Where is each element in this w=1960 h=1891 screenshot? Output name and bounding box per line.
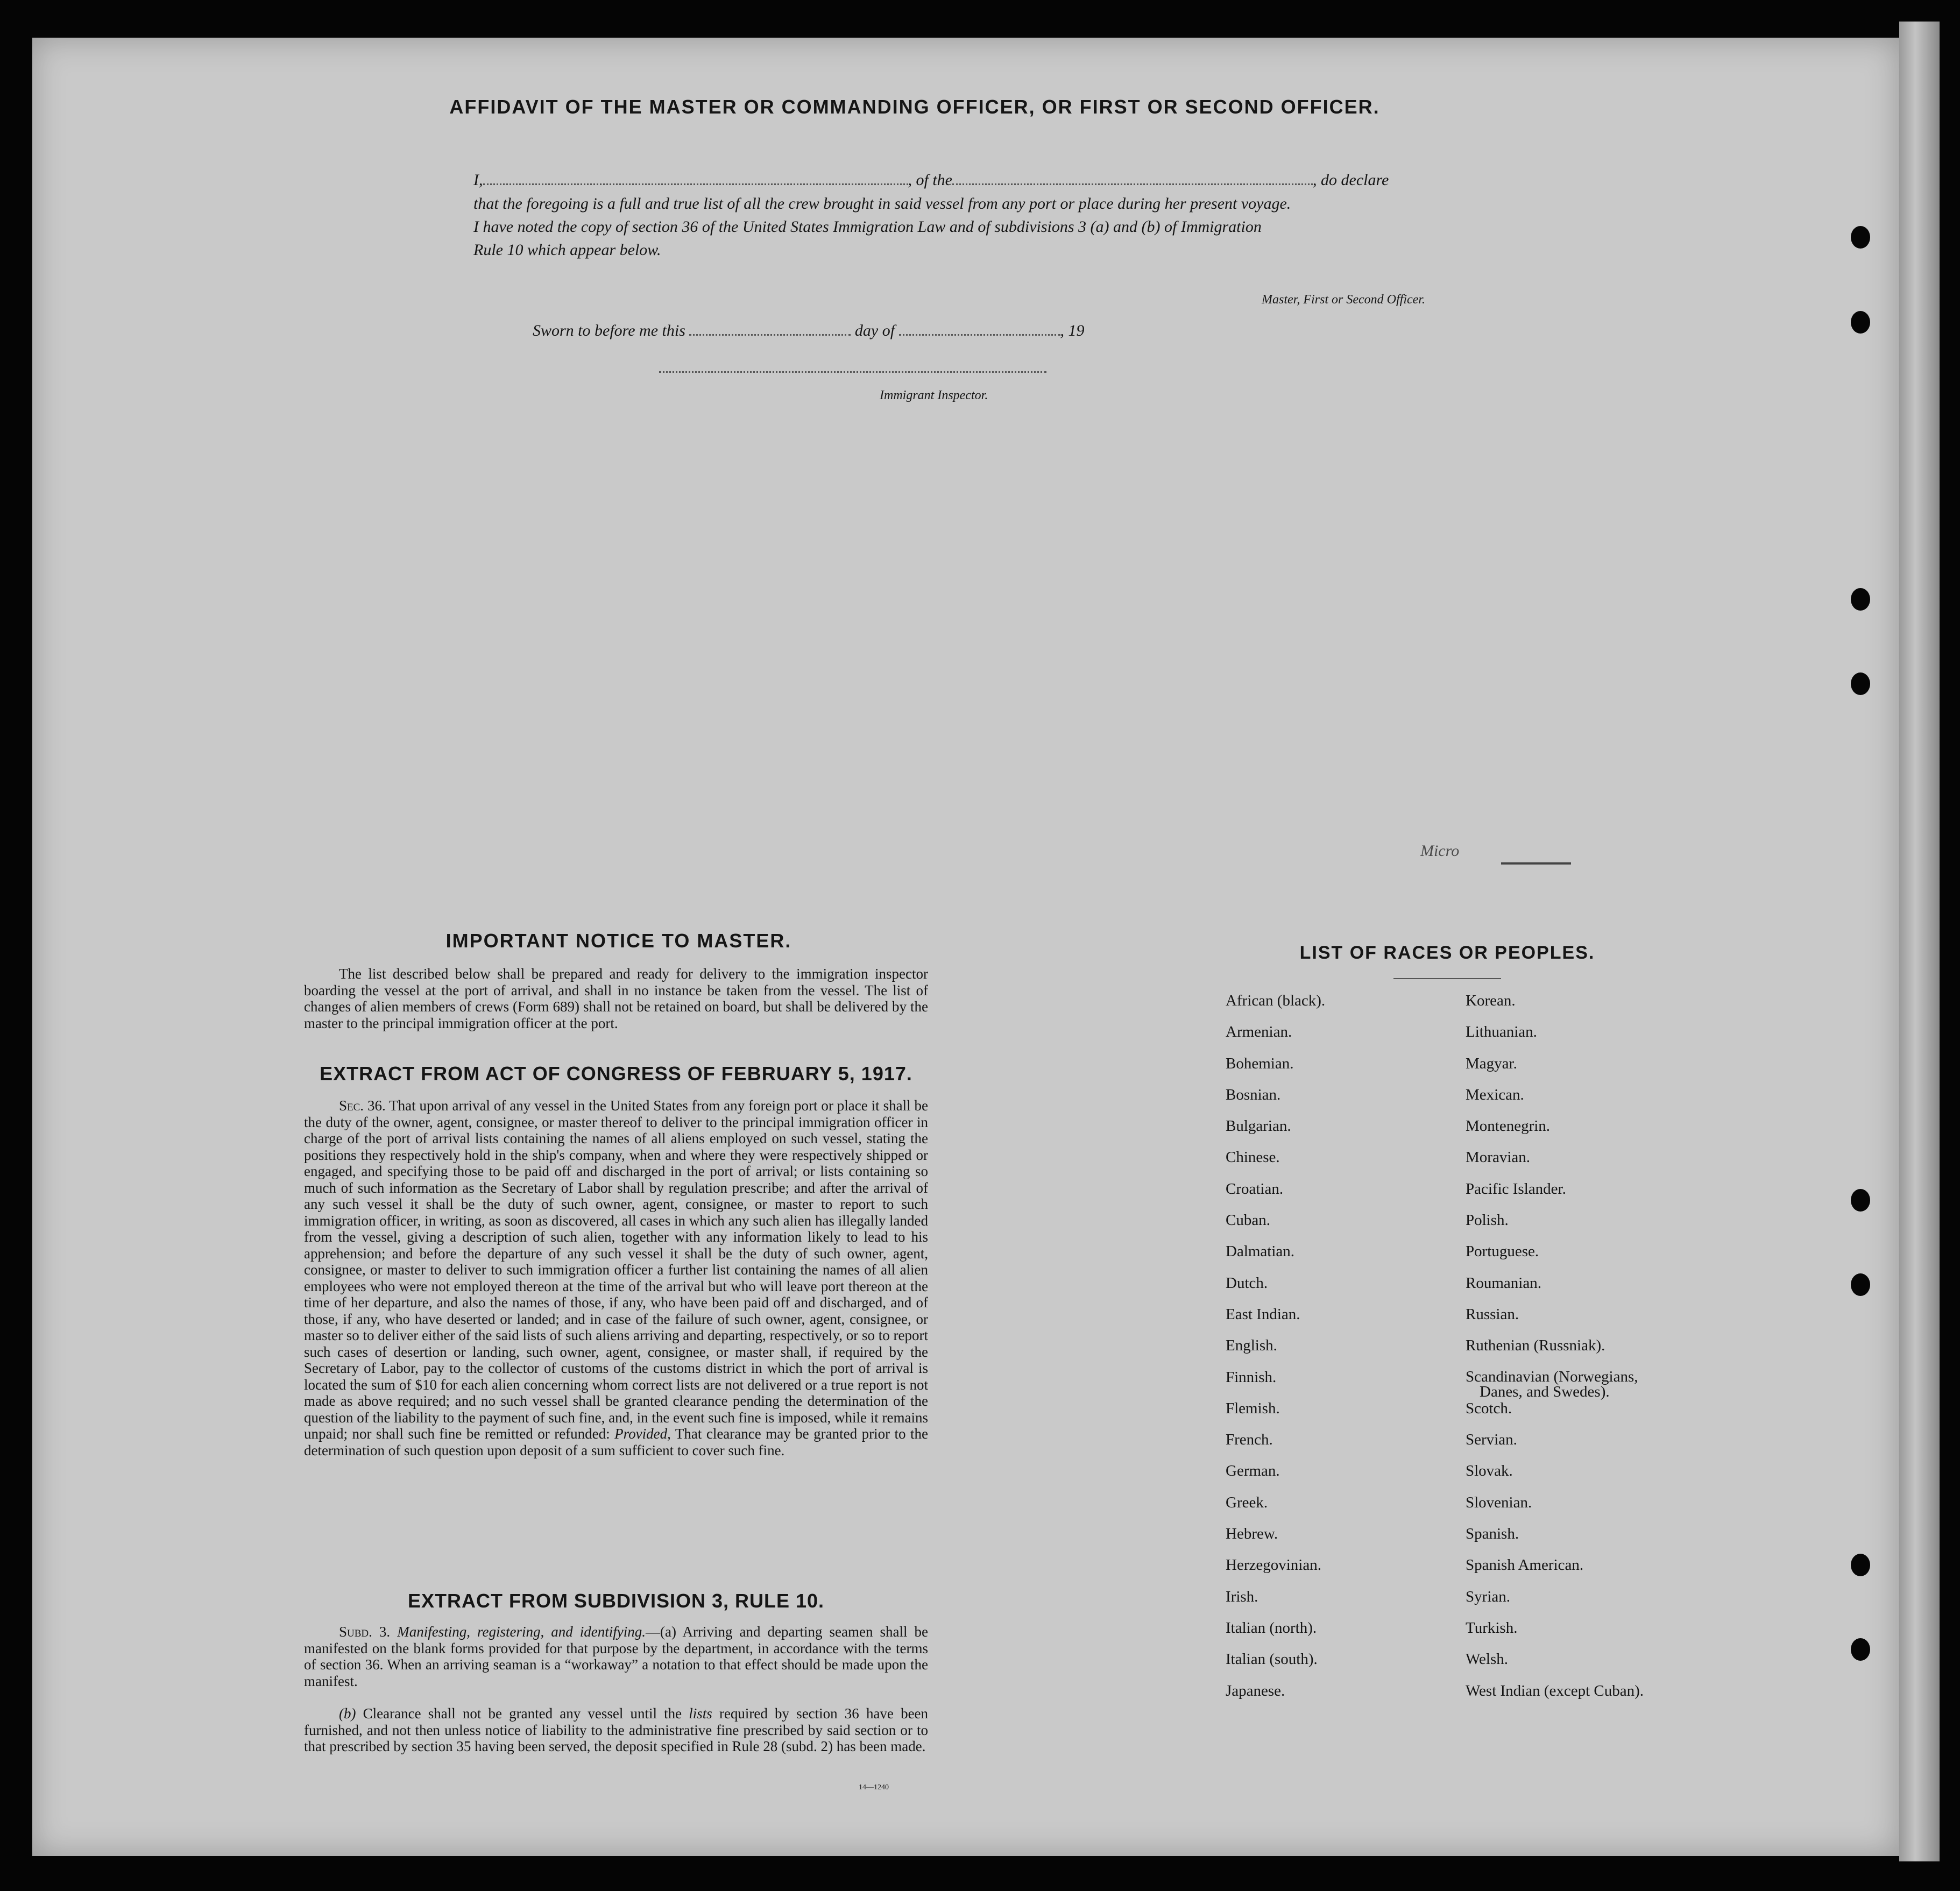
- affidavit-title: AFFIDAVIT OF THE MASTER OR COMMANDING OFFICER, OR FIRST OR SECOND OFFICER.: [449, 96, 1380, 118]
- race-item: Spanish.: [1466, 1525, 1519, 1543]
- race-item: Ruthenian (Russniak).: [1466, 1337, 1605, 1355]
- race-item: Lithuanian.: [1466, 1023, 1537, 1041]
- act-section-36: [304, 1097, 928, 1458]
- race-item: Russian.: [1466, 1305, 1519, 1323]
- subd-label: Subd. 3.: [339, 1624, 391, 1640]
- rule-subd-3b: [304, 1705, 928, 1755]
- sworn-start: Sworn to before me this: [533, 322, 685, 339]
- race-item: Bohemian.: [1226, 1054, 1294, 1072]
- races-title-rule: [1393, 978, 1501, 979]
- inspector-label: Immigrant Inspector.: [880, 388, 988, 402]
- race-item: Servian.: [1466, 1431, 1517, 1449]
- race-item: Italian (south).: [1226, 1651, 1318, 1668]
- handwritten-underline: [1501, 862, 1571, 865]
- race-item: Greek.: [1226, 1493, 1268, 1511]
- affidavit-line-4: Rule 10 which appear below.: [473, 241, 661, 259]
- binder-hole: [1851, 1554, 1870, 1576]
- affidavit-of-the: , of the: [908, 171, 952, 189]
- subd-heading: Manifesting, registering, and identifying.: [397, 1624, 646, 1640]
- race-item: Japanese.: [1226, 1682, 1285, 1699]
- race-item: Dutch.: [1226, 1274, 1268, 1292]
- para-a-label: —(a): [646, 1624, 676, 1640]
- sworn-day-of: day of: [854, 322, 895, 339]
- race-item: Turkish.: [1466, 1619, 1518, 1637]
- race-item: Croatian.: [1226, 1180, 1284, 1198]
- binder-hole: [1851, 1273, 1870, 1296]
- notice-text: The list described below shall be prepared and ready for delivery to the immigration inspector boarding the vessel at the port of arrival, and shall in no instance be taken from the vessel. The list of changes of alien members of crews (Form 689) shall not be retained on board, but shall be delivered by the master to the principal immigration officer at the port.: [304, 966, 928, 1031]
- race-item: Hebrew.: [1226, 1525, 1278, 1543]
- binder-hole: [1851, 1638, 1870, 1661]
- race-item: Syrian.: [1466, 1588, 1510, 1605]
- race-item: Roumanian.: [1466, 1274, 1541, 1292]
- race-item: Finnish.: [1226, 1368, 1277, 1386]
- race-item: Cuban.: [1226, 1212, 1270, 1229]
- binder-hole: [1851, 1189, 1870, 1212]
- race-item: Bosnian.: [1226, 1086, 1281, 1103]
- proviso-label: Provided,: [614, 1426, 671, 1442]
- section-text: That upon arrival of any vessel in the United States from any foreign port or place it shall be the duty of the owner, agent, consignee, or master thereof to deliver to the principal immigration officer in charge of the port of arrival lists containing the names of all aliens employed on such vessel, stating the positions they respectively hold in the ship's company, when and where they were respectively shipped or engaged, and specifying those to be paid off and discharged in the port of arrival; or lists containing so much of such information as the Secretary of Labor shall by regulation prescribe; and after the arrival of any such vessel it shall be the duty of such owner, agent, consignee, or master to report to such immigration officer, in writing, as soon as discovered, all cases in which any such alien has illegally landed from the vessel, giving a description of such alien, together with any information likely to lead to his apprehension; and before the departure of any such vessel it shall be the duty of such owner, agent, consignee, or master to deliver to such immigration officer a further list containing the names of all alien employees who were not employed thereon at the time of the arrival but who will leave port thereon at the time of her departure, and also the names of those, if any, who have been paid off and discharged, and of those, if any, who have deserted or landed; and in case of the failure of such owner, agent, consignee, or master so to deliver either of the said lists of such aliens arriving and departing, respectively, or so to report such cases of desertion or landing, such owner, agent, consignee, or master shall, if required by the Secretary of Labor, pay to the collector of customs of the customs district in which the port of arrival is located the sum of $10 for each alien concerning whom correct lists are not delivered or a true report is not made as above required; and no such vessel shall be granted clearance pending the determination of the question of the liability to the payment of such fine, and, in the event such fine is imposed, while it remains unpaid; nor shall such fine be remitted or refunded:: [304, 1097, 928, 1442]
- race-item: Armenian.: [1226, 1023, 1292, 1041]
- notice-title: IMPORTANT NOTICE TO MASTER.: [445, 930, 792, 952]
- race-item: Bulgarian.: [1226, 1117, 1291, 1135]
- race-item: Scotch.: [1466, 1399, 1512, 1417]
- binder-hole: [1851, 672, 1870, 695]
- act-extract-title: EXTRACT FROM ACT OF CONGRESS OF FEBRUARY 5, 1917.: [320, 1063, 912, 1085]
- affidavit-declaration-line: [473, 171, 1506, 189]
- para-b-text-1: Clearance shall not be granted any vessel until the: [363, 1705, 682, 1722]
- affidavit-line-2: that the foregoing is a full and true list of all the crew brought in said vessel from any port or place during her present voyage.: [473, 195, 1291, 213]
- race-item: Flemish.: [1226, 1399, 1280, 1417]
- vessel-blank: [952, 172, 1313, 185]
- race-item: Montenegrin.: [1466, 1117, 1551, 1135]
- race-item: German.: [1226, 1462, 1280, 1480]
- race-item: Herzegovinian.: [1226, 1556, 1321, 1574]
- handwritten-mark: Micro: [1420, 842, 1460, 860]
- race-item-continuation: Danes, and Swedes).: [1480, 1383, 1610, 1400]
- affidavit-i: I,: [473, 171, 483, 189]
- races-right-column: [1466, 993, 1644, 1714]
- race-item: Slovak.: [1466, 1462, 1513, 1480]
- race-item: African (black).: [1226, 992, 1326, 1009]
- races-title: LIST OF RACES OR PEOPLES.: [1299, 943, 1595, 963]
- name-blank: [483, 172, 908, 185]
- race-item: Portuguese.: [1466, 1243, 1539, 1260]
- sworn-year: , 19: [1060, 322, 1085, 339]
- race-item: Spanish American.: [1466, 1556, 1584, 1574]
- rule-subd-3a: [304, 1624, 928, 1689]
- race-item: Magyar.: [1466, 1054, 1517, 1072]
- race-item: Pacific Islander.: [1466, 1180, 1566, 1198]
- race-item: English.: [1226, 1337, 1277, 1355]
- race-item: East Indian.: [1226, 1305, 1300, 1323]
- sheet-edge: [1899, 22, 1940, 1861]
- race-item: Welsh.: [1466, 1651, 1509, 1668]
- race-item: Irish.: [1226, 1588, 1258, 1605]
- binder-hole: [1851, 588, 1870, 611]
- month-blank: [899, 322, 1060, 336]
- rule-extract-title: EXTRACT FROM SUBDIVISION 3, RULE 10.: [407, 1590, 825, 1612]
- para-b-label: (b): [339, 1705, 356, 1722]
- para-a-text: Arriving and departing seamen shall be manifested on the blank forms provided for that purpose by the department, in accordance with the terms of section 36. When an arriving seaman is a “workaway” a notation to that effect should be made upon the manifest.: [304, 1624, 929, 1689]
- binder-hole: [1851, 311, 1870, 334]
- race-item: Mexican.: [1466, 1086, 1524, 1103]
- races-left-column: [1226, 993, 1325, 1714]
- race-item-scandinavian: [1466, 1369, 1644, 1400]
- race-item: Chinese.: [1226, 1149, 1280, 1166]
- bleed-through-heading: [312, 121, 321, 151]
- race-item: Polish.: [1466, 1212, 1509, 1229]
- race-item: Moravian.: [1466, 1149, 1530, 1166]
- race-item: Scandinavian (Norwegians,: [1466, 1368, 1638, 1385]
- section-label: Sec. 36.: [339, 1097, 386, 1114]
- day-blank: [689, 322, 851, 336]
- race-item: West Indian (except Cuban).: [1466, 1682, 1644, 1699]
- race-item: Dalmatian.: [1226, 1243, 1295, 1260]
- master-signature-label: Master, First or Second Officer.: [1262, 293, 1425, 307]
- proviso-text: That clearance may be granted prior to the determination of such question upon deposit of a sum sufficient to cover such fine.: [304, 1426, 929, 1458]
- sworn-line: [533, 322, 1085, 340]
- inspector-signature-line: [659, 371, 1046, 373]
- para-b-text-2: required by section 36 have been furnished, and not then unless notice of liability to the administrative fine prescribed by said section or to that prescribed by section 35 having been served, the deposit specified in Rule 28 (subd. 2) has been made.: [304, 1705, 929, 1754]
- race-item: French.: [1226, 1431, 1273, 1449]
- race-item: Italian (north).: [1226, 1619, 1317, 1637]
- race-item: Slovenian.: [1466, 1493, 1532, 1511]
- affidavit-do-declare: , do declare: [1313, 171, 1389, 189]
- para-b-lists: lists: [689, 1705, 712, 1722]
- race-item: Korean.: [1466, 992, 1516, 1009]
- form-number: 14—1240: [859, 1783, 889, 1791]
- binder-hole: [1851, 226, 1870, 249]
- affidavit-line-3: I have noted the copy of section 36 of the United States Immigration Law and of subdivisions 3 (a) and (b) of Immigration: [473, 218, 1262, 236]
